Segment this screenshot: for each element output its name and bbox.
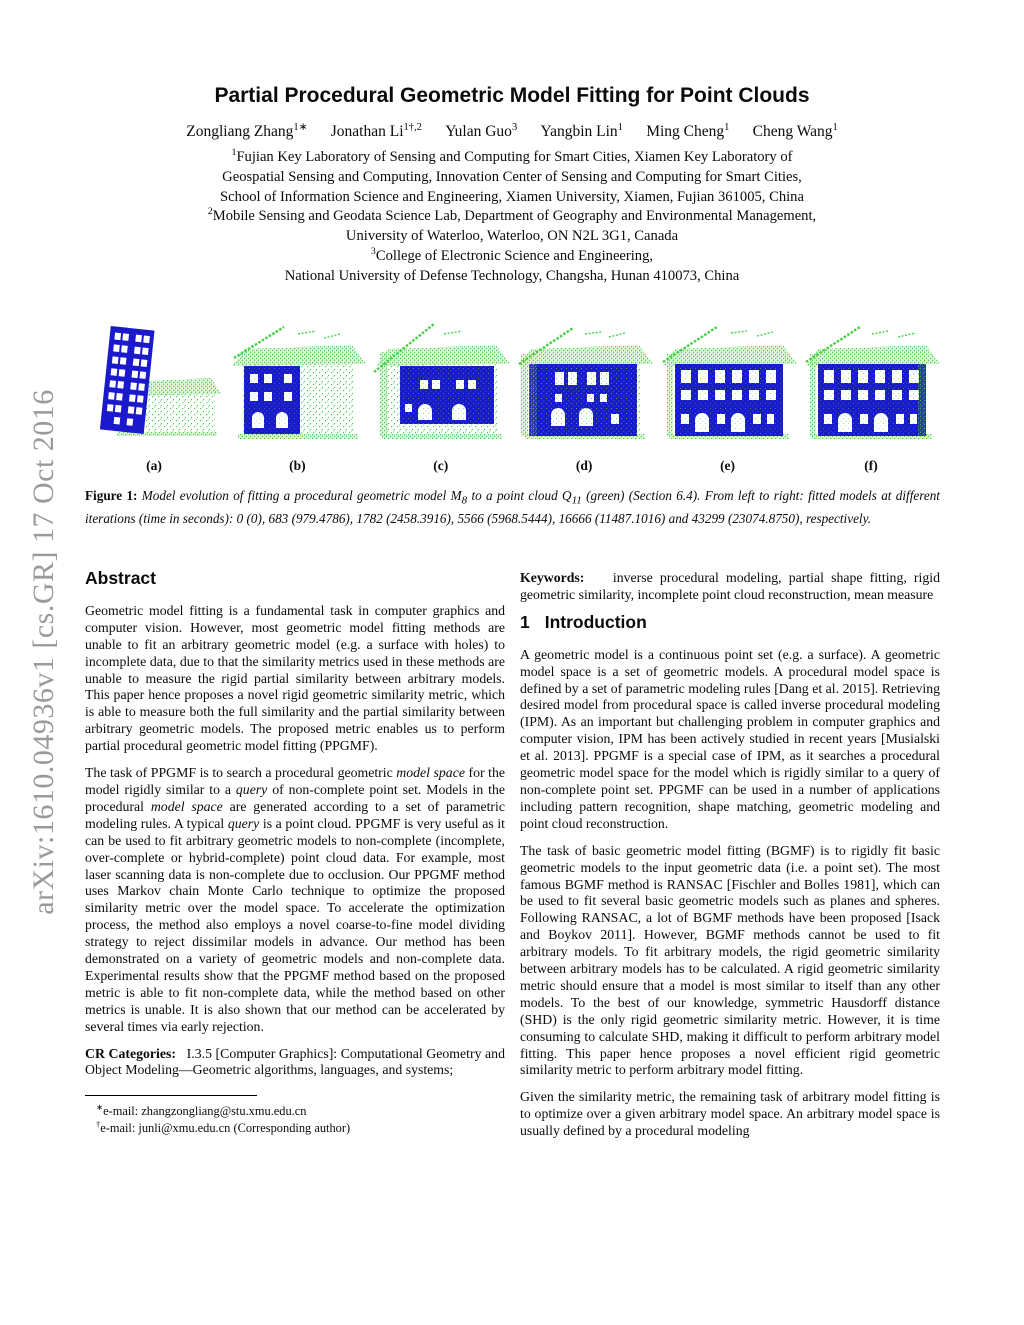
panel-label-c: (c) — [433, 458, 449, 473]
figure-panel-e — [659, 322, 797, 454]
point-cloud-model-image-f — [802, 322, 940, 454]
paper-title: Partial Procedural Geometric Model Fitting for Point Clouds — [214, 84, 810, 107]
keywords: Keywords: inverse procedural modeling, partial shape fitting, rigid geometric similarity, incomplete point cloud reconstruction, mean measure — [520, 570, 940, 602]
figure-1-panel-labels — [85, 458, 940, 474]
point-cloud-model-image-e — [659, 322, 797, 454]
point-cloud-model-image-a — [85, 322, 223, 454]
panel-label-e: (e) — [720, 458, 736, 473]
figure-panel-d — [515, 322, 653, 454]
panel-label-d: (d) — [575, 458, 593, 473]
figure-1-panels — [85, 322, 940, 454]
figure-panel-c — [372, 322, 510, 454]
panel-label-b: (b) — [289, 458, 306, 473]
figure-panel-a — [85, 322, 223, 454]
right-column — [520, 570, 940, 1150]
affiliation-line: National University of Defense Technology, Changsha, Hunan 410073, China — [284, 267, 740, 284]
figure-panel-b — [228, 322, 366, 454]
affiliation-line: School of Information Science and Engineering, Xiamen University, Xiamen, Fujian 361005, China — [220, 188, 804, 205]
figure-1-caption: Figure 1: Model evolution of fitting a procedural geometric model $M_8$ to a point cloud $Q_{11}$ (green) (Section 6.4). From left to right: fitted models at different iterations (time in seconds): 0 (0), 683 (979.4786), 1782 (2458.3916), 5566 (5968.5444), 16666 (11487.1016) and 43299 (23074.8750), respectively. — [85, 488, 940, 527]
abstract-paragraph-1: Geometric model fitting is a fundamental task in computer graphics and computer vision. However, most geometric model fitting methods are unable to fit an arbitrary geometric model (e.g. a surface with holes) to incomplete data, due to that the similarity metrics used in these methods are unable to measure the rigid partial similarity between arbitrary models. This paper hence proposes a novel rigid geometric similarity metric, which is able to measure both the full similarity and the partial similarity between arbitrary geometric models. The proposed metric enables us to perform partial procedural geometric model fitting (PPGMF). — [85, 602, 505, 754]
affiliations-block — [0, 148, 1024, 287]
point-cloud-model-image-c — [372, 322, 510, 454]
affiliation-line: $^2$Mobile Sensing and Geodata Science Lab, Department of Geography and Environmental Management, — [207, 206, 817, 225]
footnote-email-1: ∗e-mail: zhangzongliang@stu.xmu.edu.cn — [96, 1102, 307, 1119]
affiliation-line: $^1$Fujian Key Laboratory of Sensing and Computing for Smart Cities, Xiamen Key Laboratory of — [231, 147, 793, 165]
abstract-paragraph-2: The task of PPGMF is to search a procedural geometric model space for the model rigidly similar to a query of non-complete point set. Models in the procedural model space are generated according to a set of parametric modeling rules. A typical query is a point cloud. PPGMF is very useful as it can be used to fit arbitrary geometric models to non-complete (incomplete, over-complete or hybrid-complete) point cloud data. For example, most laser scanning data is non-complete due to occlusion. Our PPGMF method uses Markov chain Monte Carlo technique to optimize the proposed similarity metric over the model space. To accelerate the optimization process, the method also employs a novel coarse-to-fine model dividing strategy to reject dissimilar models in advance. Our method has been demonstrated on a variety of geometric models and non-complete data. Experimental results show that the PPGMF method based on the proposed metric is able to fit non-complete data, while the method based on other metrics is unable. It is also shown that our method can be accelerated by several times via early rejection. — [85, 765, 505, 1034]
figure-panel-f — [802, 322, 940, 454]
figure-1 — [85, 322, 940, 474]
section-title: Introduction — [544, 611, 647, 632]
section-number: 1 — [520, 611, 530, 632]
panel-label-f: (f) — [864, 458, 878, 473]
left-column — [85, 570, 505, 1136]
intro-paragraph-2: The task of basic geometric model fitting (BGMF) is to rigidly fit basic geometric models to the input geometric data (i.e. a point set). The most famous BGMF method is RANSAC [Fischler and Bolles 1981], which can be used to fit several basic geometric models such as planes and spheres. Following RANSAC, a lot of BGMF methods have been proposed [Isack and Boykov 2011]. However, BGMF methods cannot be used to fit arbitrary models. To fit arbitrary models, the rigid geometric similarity between arbitrary models has to be calculated. A rigid geometric similarity metric should ensure that a model is most similar to itself than any other models. To the best of our knowledge, symmetric Hausdorff distance (SHD) is the only rigid geometric similarity metric. However, it is time consuming to calculate SHD, making it difficult to perform arbitrary model fitting. This paper hence proposes a novel efficient rigid geometric similarity metric to perform arbitrary model fitting. — [520, 842, 940, 1078]
footnote-email-2: †e-mail: junli@xmu.edu.cn (Corresponding author) — [96, 1118, 351, 1135]
arxiv-watermark: arXiv:1610.04936v1 [cs.GR] 17 Oct 2016 — [27, 389, 60, 915]
abstract-heading: Abstract — [85, 568, 156, 588]
affiliation-line: Geospatial Sensing and Computing, Innovation Center of Sensing and Computing for Smart Cities, — [222, 168, 802, 185]
panel-label-a: (a) — [146, 458, 162, 473]
cr-categories: CR Categories: I.3.5 [Computer Graphics]: Computational Geometry and Object Modeling—Geometric algorithms, languages, and systems; — [85, 1045, 505, 1078]
affiliation-line: University of Waterloo, Waterloo, ON N2L 3G1, Canada — [345, 228, 679, 245]
section-heading-introduction — [520, 611, 940, 632]
point-cloud-model-image-d — [515, 322, 653, 454]
affiliation-line: $^3$College of Electronic Science and Engineering, — [370, 246, 654, 264]
intro-paragraph-3: Given the similarity metric, the remaining task of arbitrary model fitting is to optimize over a given arbitrary model space. An arbitrary model space is usually defined by a procedural modeling — [520, 1089, 940, 1139]
footnote-rule — [85, 1095, 257, 1096]
intro-paragraph-1: A geometric model is a continuous point set (e.g. a surface). A geometric model space is a set of geometric models. A procedural model space is defined by a set of parametric modeling rules [Dang et al. 2015]. Retrieving desired model from procedural space is called inverse procedural modeling (IPM). As an important but challenging problem in computer graphics and computer vision, IPM has been actively studied in recent years [Musialski et al. 2013]. PPGMF is a special case of IPM, as it searches a procedural geometric model space for the model which is rigidly similar to a query of non-complete point set. PPGMF can be used in a number of applications including pattern recognition, shape matching, geometric modeling and point cloud reconstruction. — [520, 646, 940, 831]
author-line: Zongliang Zhang$^{1∗}$ Jonathan $Li^{1\dagger,2}$ Yulan Guo$^3$ Yangbin Lin$^1$ Ming Cheng$^1$ Cheng Wang$^1$ — [186, 121, 838, 140]
point-cloud-model-image-b — [228, 322, 366, 454]
